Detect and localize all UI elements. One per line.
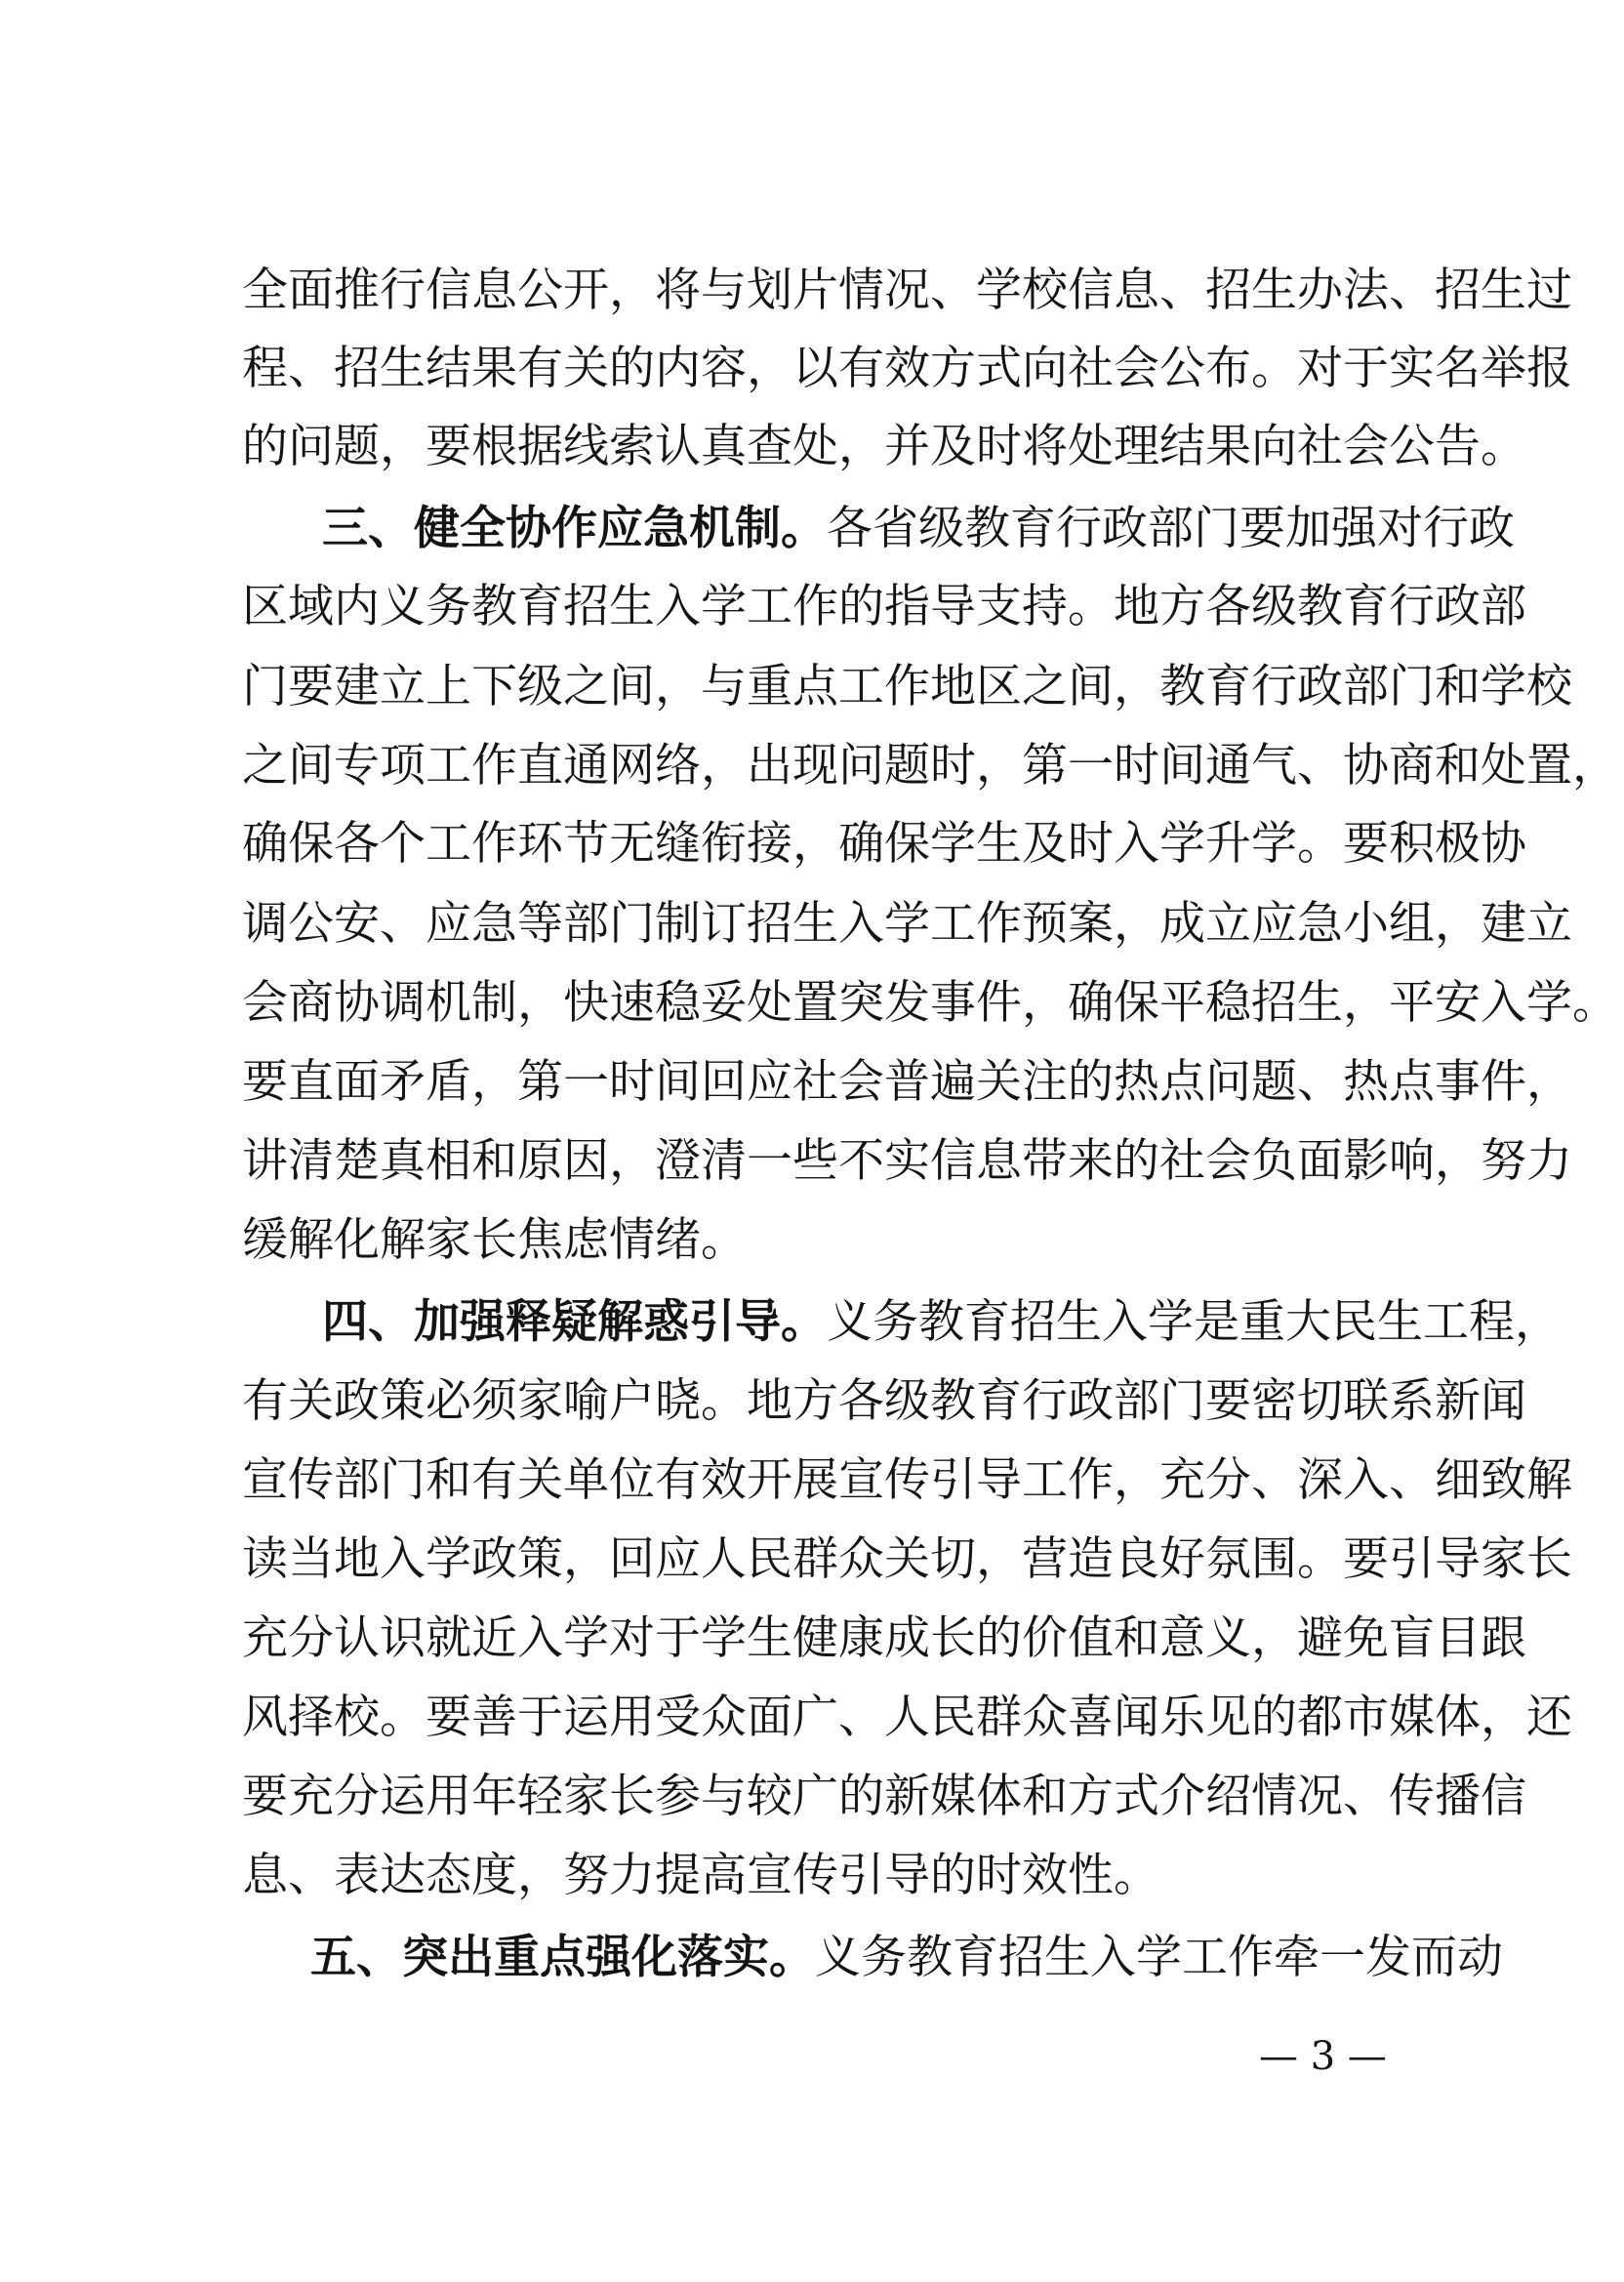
text-line xyxy=(242,737,1618,795)
text-line xyxy=(242,418,1526,476)
line-text: 全面推行信息公开，将与划片情况、学校信息、招生办法、招生过 xyxy=(242,264,1572,317)
line-text: 宣传部门和有关单位有效开展宣传引导工作，充分、深入、细致解 xyxy=(242,1453,1572,1507)
section-four-heading-line xyxy=(322,1293,1561,1352)
line-text: 充分认识就近入学对于学生健康成长的价值和意义，避免盲目跟 xyxy=(242,1611,1526,1665)
text-line xyxy=(242,340,1572,398)
line-text: 确保各个工作环节无缝衔接，确保学生及时入学升学。要积极协 xyxy=(242,817,1526,871)
line-text: 有关政策必须家喻户晓。地方各级教育行政部门要密切联系新闻 xyxy=(242,1374,1526,1428)
section-five-heading-line xyxy=(310,1929,1503,1987)
text-line xyxy=(242,658,1572,716)
text-line xyxy=(242,578,1526,636)
text-line xyxy=(242,1053,1572,1112)
line-text: 门要建立上下级之间，与重点工作地区之间，教育行政部门和学校 xyxy=(242,660,1572,713)
line-text: 的问题，要根据线索认真查处，并及时将处理结果向社会公告。 xyxy=(242,420,1526,473)
text-line xyxy=(242,815,1526,874)
line-text: 义务教育招生入学工作牵一发而动 xyxy=(815,1931,1503,1984)
section-five-heading: 五、突出重点强化落实。 xyxy=(310,1931,815,1984)
text-line xyxy=(242,1372,1526,1431)
section-three-heading-line xyxy=(322,500,1515,558)
text-line xyxy=(242,1610,1526,1668)
line-text: 缓解化解家长焦虑情绪。 xyxy=(242,1213,747,1267)
text-line xyxy=(242,1847,1452,1905)
text-line xyxy=(242,895,1572,954)
line-text: 调公安、应急等部门制订招生入学工作预案，成立应急小组，建立 xyxy=(242,897,1572,951)
text-line xyxy=(242,974,1618,1033)
text-line xyxy=(242,1689,1572,1747)
text-line xyxy=(242,1132,1572,1191)
line-text: 会商协调机制，快速稳妥处置突发事件，确保平稳招生，平安入学。 xyxy=(242,976,1618,1030)
text-line xyxy=(242,262,1572,320)
line-text: 义务教育招生入学是重大民生工程， xyxy=(827,1295,1561,1349)
line-text: 讲清楚真相和原因，澄清一些不实信息带来的社会负面影响，努力 xyxy=(242,1134,1572,1188)
section-three-heading: 三、健全协作应急机制。 xyxy=(322,502,827,555)
text-line xyxy=(242,1451,1572,1510)
line-text: 之间专项工作直通网络，出现问题时，第一时间通气、协商和处置， xyxy=(242,739,1618,793)
page-number: — 3 — xyxy=(1259,2034,1387,2079)
text-line xyxy=(242,1768,1526,1826)
line-text: 各省级教育行政部门要加强对行政 xyxy=(827,502,1515,555)
line-text: 程、招生结果有关的内容，以有效方式向社会公布。对于实名举报 xyxy=(242,342,1572,395)
line-text: 风择校。要善于运用受众面广、人民群众喜闻乐见的都市媒体，还 xyxy=(242,1691,1572,1744)
line-text: 要直面矛盾，第一时间回应社会普遍关注的热点问题、热点事件， xyxy=(242,1055,1572,1109)
line-text: 区域内义务教育招生入学工作的指导支持。地方各级教育行政部 xyxy=(242,580,1526,633)
line-text: 息、表达态度，努力提高宣传引导的时效性。 xyxy=(242,1849,1159,1902)
text-line xyxy=(242,1530,1572,1589)
line-text: 读当地入学政策，回应人民群众关切，营造良好氛围。要引导家长 xyxy=(242,1532,1572,1586)
section-four-heading: 四、加强释疑解惑引导。 xyxy=(322,1295,827,1349)
line-text: 要充分运用年轻家长参与较广的新媒体和方式介绍情况、传播信 xyxy=(242,1770,1526,1823)
text-line xyxy=(242,1211,1452,1270)
